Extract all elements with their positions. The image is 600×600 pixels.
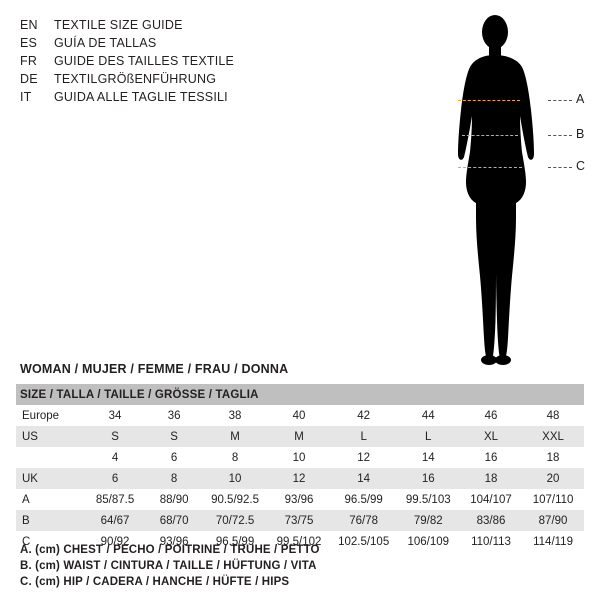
table-cell: 16 bbox=[421, 472, 435, 485]
table-cell: 6 bbox=[111, 472, 119, 485]
table-cell: S bbox=[170, 430, 178, 443]
legend-row bbox=[20, 52, 320, 70]
table-cell: 14 bbox=[357, 472, 371, 485]
table-cell: 73/75 bbox=[284, 514, 314, 527]
language-legend bbox=[20, 16, 320, 106]
table-group-title: WOMAN / MUJER / FEMME / FRAU / DONNA bbox=[20, 362, 289, 376]
measure-line-chest bbox=[458, 100, 520, 101]
table-cell: 68/70 bbox=[159, 514, 189, 527]
table-cell: 83/86 bbox=[476, 514, 506, 527]
footnote-a: A. (cm) CHEST / PECHO / POITRINE / TRUHE / PETTO bbox=[20, 544, 320, 556]
table-cell: 106/109 bbox=[407, 535, 450, 548]
table-cell: 10 bbox=[228, 472, 242, 485]
legend-text: GUÍA DE TALLAS bbox=[54, 36, 157, 50]
table-row bbox=[16, 447, 584, 468]
table-cell: 85/87.5 bbox=[95, 493, 135, 506]
table-row bbox=[16, 426, 584, 447]
table-cell: 12 bbox=[292, 472, 306, 485]
table-cell: 18 bbox=[484, 472, 498, 485]
legend-text: TEXTILGRÖßENFÜHRUNG bbox=[54, 72, 217, 86]
table-cell: 104/107 bbox=[470, 493, 512, 506]
legend-code: DE bbox=[20, 72, 38, 86]
table-cell: 70/72.5 bbox=[215, 514, 255, 527]
table-cell: L bbox=[360, 430, 367, 443]
table-cell: 96.5/99 bbox=[344, 493, 383, 506]
table-cell: 14 bbox=[421, 451, 435, 464]
table-cell: 87/90 bbox=[538, 514, 568, 527]
measure-leader-chest bbox=[548, 100, 572, 101]
table-cell: 42 bbox=[357, 409, 371, 422]
table-cell: M bbox=[294, 430, 304, 443]
legend-row bbox=[20, 16, 320, 34]
table-header-label: SIZE / TALLA / TAILLE / GRÖSSE / TAGLIA bbox=[20, 388, 259, 401]
table-cell: XXL bbox=[542, 430, 564, 443]
table-cell: 110/113 bbox=[471, 535, 511, 548]
table-cell: 93/96 bbox=[284, 493, 314, 506]
row-label: B bbox=[22, 514, 30, 527]
measure-label-a: A bbox=[576, 92, 585, 106]
table-cell: 12 bbox=[357, 451, 371, 464]
legend-row bbox=[20, 88, 320, 106]
table-cell: L bbox=[425, 430, 432, 443]
measure-leader-hip bbox=[548, 167, 572, 168]
table-cell: 64/67 bbox=[100, 514, 130, 527]
table-cell: 44 bbox=[421, 409, 435, 422]
table-cell: 4 bbox=[111, 451, 119, 464]
table-cell: 90/92 bbox=[100, 535, 130, 548]
table-cell: XL bbox=[483, 430, 499, 443]
row-label: A bbox=[22, 493, 30, 506]
body-figure bbox=[400, 10, 590, 370]
table-cell: 8 bbox=[170, 472, 178, 485]
table-cell: 38 bbox=[228, 409, 242, 422]
table-cell: 79/82 bbox=[413, 514, 443, 527]
measure-line-waist bbox=[462, 135, 518, 136]
measurement-legend bbox=[20, 542, 580, 590]
measure-label-c: C bbox=[576, 159, 586, 173]
table-cell: 88/90 bbox=[159, 493, 189, 506]
table-cell: 93/96 bbox=[159, 535, 189, 548]
table-cell: 76/78 bbox=[349, 514, 379, 527]
table-cell: 16 bbox=[484, 451, 498, 464]
measure-line-hip bbox=[458, 167, 522, 168]
table-cell: 90.5/92.5 bbox=[211, 493, 260, 506]
row-label: C bbox=[22, 535, 31, 548]
table-cell: 18 bbox=[546, 451, 560, 464]
table-cell: 10 bbox=[292, 451, 306, 464]
table-cell: 96.5/99 bbox=[215, 535, 255, 548]
legend-code: IT bbox=[20, 90, 32, 104]
female-silhouette-icon bbox=[400, 10, 590, 370]
table-cell: 48 bbox=[546, 409, 560, 422]
table-cell: 36 bbox=[167, 409, 181, 422]
legend-text: GUIDE DES TAILLES TEXTILE bbox=[54, 54, 235, 68]
table-cell: S bbox=[111, 430, 119, 443]
measure-label-b: B bbox=[576, 127, 585, 141]
measure-leader-waist bbox=[548, 135, 572, 136]
size-table bbox=[16, 384, 584, 552]
legend-row bbox=[20, 34, 320, 52]
legend-text: GUIDA ALLE TAGLIE TESSILI bbox=[54, 90, 228, 104]
legend-code: ES bbox=[20, 36, 38, 50]
table-cell: 102.5/105 bbox=[338, 535, 390, 548]
table-cell: 34 bbox=[108, 409, 122, 422]
row-label: US bbox=[22, 430, 38, 443]
legend-code: EN bbox=[20, 18, 38, 32]
legend-row bbox=[20, 70, 320, 88]
table-row bbox=[16, 510, 584, 531]
legend-text: TEXTILE SIZE GUIDE bbox=[54, 18, 183, 32]
row-label: Europe bbox=[22, 409, 60, 422]
table-cell: 114/119 bbox=[533, 535, 573, 548]
legend-code: FR bbox=[20, 54, 38, 68]
table-cell: 6 bbox=[170, 451, 178, 464]
row-label bbox=[16, 447, 85, 468]
table-cell: 99.5/103 bbox=[405, 493, 451, 506]
table-cell: 20 bbox=[546, 472, 560, 485]
table-cell: 99.5/102 bbox=[276, 535, 322, 548]
table-cell: 46 bbox=[484, 409, 498, 422]
table-header-row bbox=[16, 384, 584, 405]
table-cell: 107/110 bbox=[532, 493, 574, 506]
table-row bbox=[16, 489, 584, 510]
table-row bbox=[16, 468, 584, 489]
table-row bbox=[16, 405, 584, 426]
footnote-b: B. (cm) WAIST / CINTURA / TAILLE / HÜFTUNG / VITA bbox=[20, 560, 317, 572]
row-label: UK bbox=[22, 472, 38, 485]
table-cell: M bbox=[230, 430, 240, 443]
table-cell: 40 bbox=[292, 409, 306, 422]
footnote-c: C. (cm) HIP / CADERA / HANCHE / HÜFTE / HIPS bbox=[20, 576, 290, 588]
table-cell: 8 bbox=[231, 451, 239, 464]
